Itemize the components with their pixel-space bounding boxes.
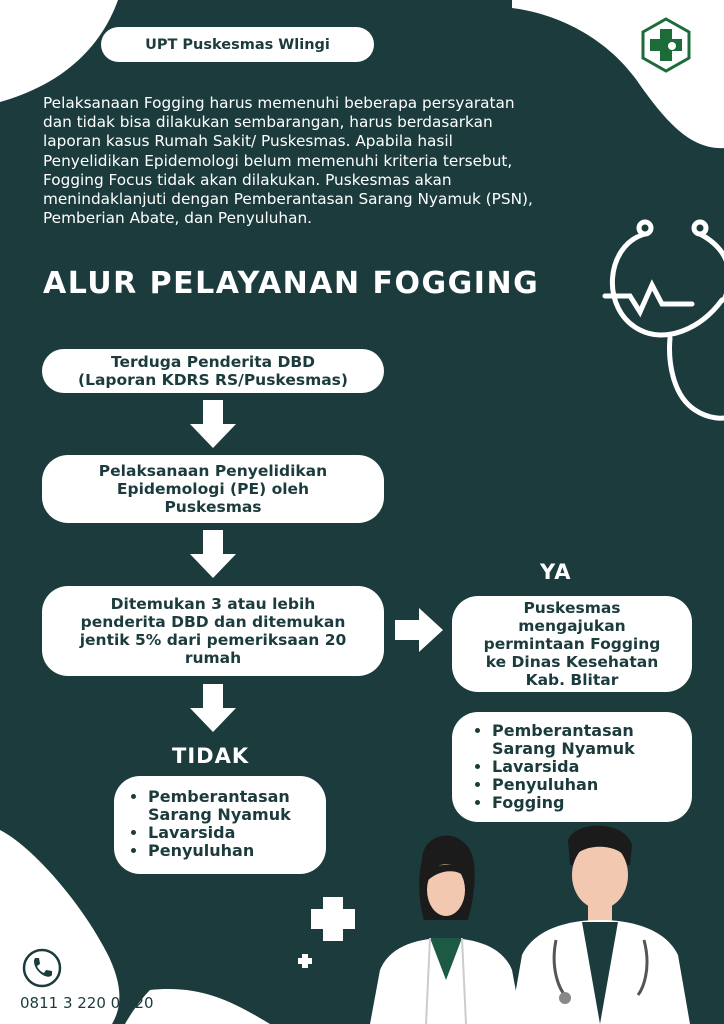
- step2-line3: Puskesmas: [164, 498, 262, 516]
- list-item: • Fogging: [492, 794, 682, 812]
- ya-line3: permintaan Fogging: [483, 635, 661, 653]
- flow-yes-request-fogging: [452, 596, 692, 692]
- step1-line2: (Laporan KDRS RS/Puskesmas): [77, 371, 348, 389]
- phone-icon: [22, 948, 62, 988]
- puskesmas-cross-logo-icon: [641, 17, 691, 73]
- list-item: • Lavarsida: [492, 758, 682, 776]
- ya-line2: mengajukan: [518, 617, 626, 635]
- arrow-right-icon: [395, 608, 443, 652]
- page-title: ALUR PELAYANAN FOGGING: [43, 266, 540, 301]
- step2-line2: Epidemologi (PE) oleh: [116, 480, 310, 498]
- step3-line3: jentik 5% dari pemeriksaan 20: [79, 631, 347, 649]
- list-item: • Penyuluhan: [492, 776, 682, 794]
- ya-line1: Puskesmas: [523, 599, 621, 617]
- step1-line1: Terduga Penderita DBD: [110, 353, 316, 371]
- list-item: • Lavarsida: [148, 824, 318, 842]
- no-actions-list: [114, 776, 326, 874]
- yes-actions-list: [452, 712, 692, 822]
- ya-line4: ke Dinas Kesehatan: [485, 653, 659, 671]
- clinic-name-text: UPT Puskesmas Wlingi: [145, 36, 330, 53]
- no-label: TIDAK: [172, 744, 250, 768]
- arrow-down-icon: [190, 530, 236, 578]
- intro-paragraph: Pelaksanaan Fogging harus memenuhi beberapa persyaratan dan tidak bisa dilakukan sembarangan, harus berdasarkan laporan kasus Rumah Sakit/ Puskesmas. Apabila hasil Penyelidikan Epidemologi belum memenuhi kriteria tersebut, Fogging Focus tidak akan dilakukan. Puskesmas akan menindaklanjuti dengan Pemberantasan Sarang Nyamuk (PSN), Pemberian Abate, dan Penyuluhan.: [43, 94, 533, 228]
- stethoscope-decoration: [605, 222, 724, 418]
- list-item: • Pemberantasan Sarang Nyamuk: [492, 722, 682, 758]
- flow-step-epidemiology-investigation: [42, 455, 384, 523]
- doctors-illustration: [360, 820, 720, 1024]
- clinic-name-badge: [101, 27, 374, 62]
- arrow-down-icon: [190, 400, 236, 448]
- yes-label: YA: [540, 560, 572, 584]
- step2-line1: Pelaksanaan Penyelidikan: [98, 462, 328, 480]
- flow-step-suspected-case: [42, 349, 384, 393]
- ya-line5: Kab. Blitar: [525, 671, 619, 689]
- step3-line4: rumah: [184, 649, 242, 667]
- step3-line2: penderita DBD dan ditemukan: [80, 613, 346, 631]
- flow-step-criteria-check: [42, 586, 384, 676]
- list-item: • Penyuluhan: [148, 842, 318, 860]
- arrow-down-icon: [190, 684, 236, 732]
- step3-line1: Ditemukan 3 atau lebih: [110, 595, 316, 613]
- phone-number: 0811 3 220 0 220: [20, 994, 154, 1012]
- list-item: • Pemberantasan Sarang Nyamuk: [148, 788, 318, 824]
